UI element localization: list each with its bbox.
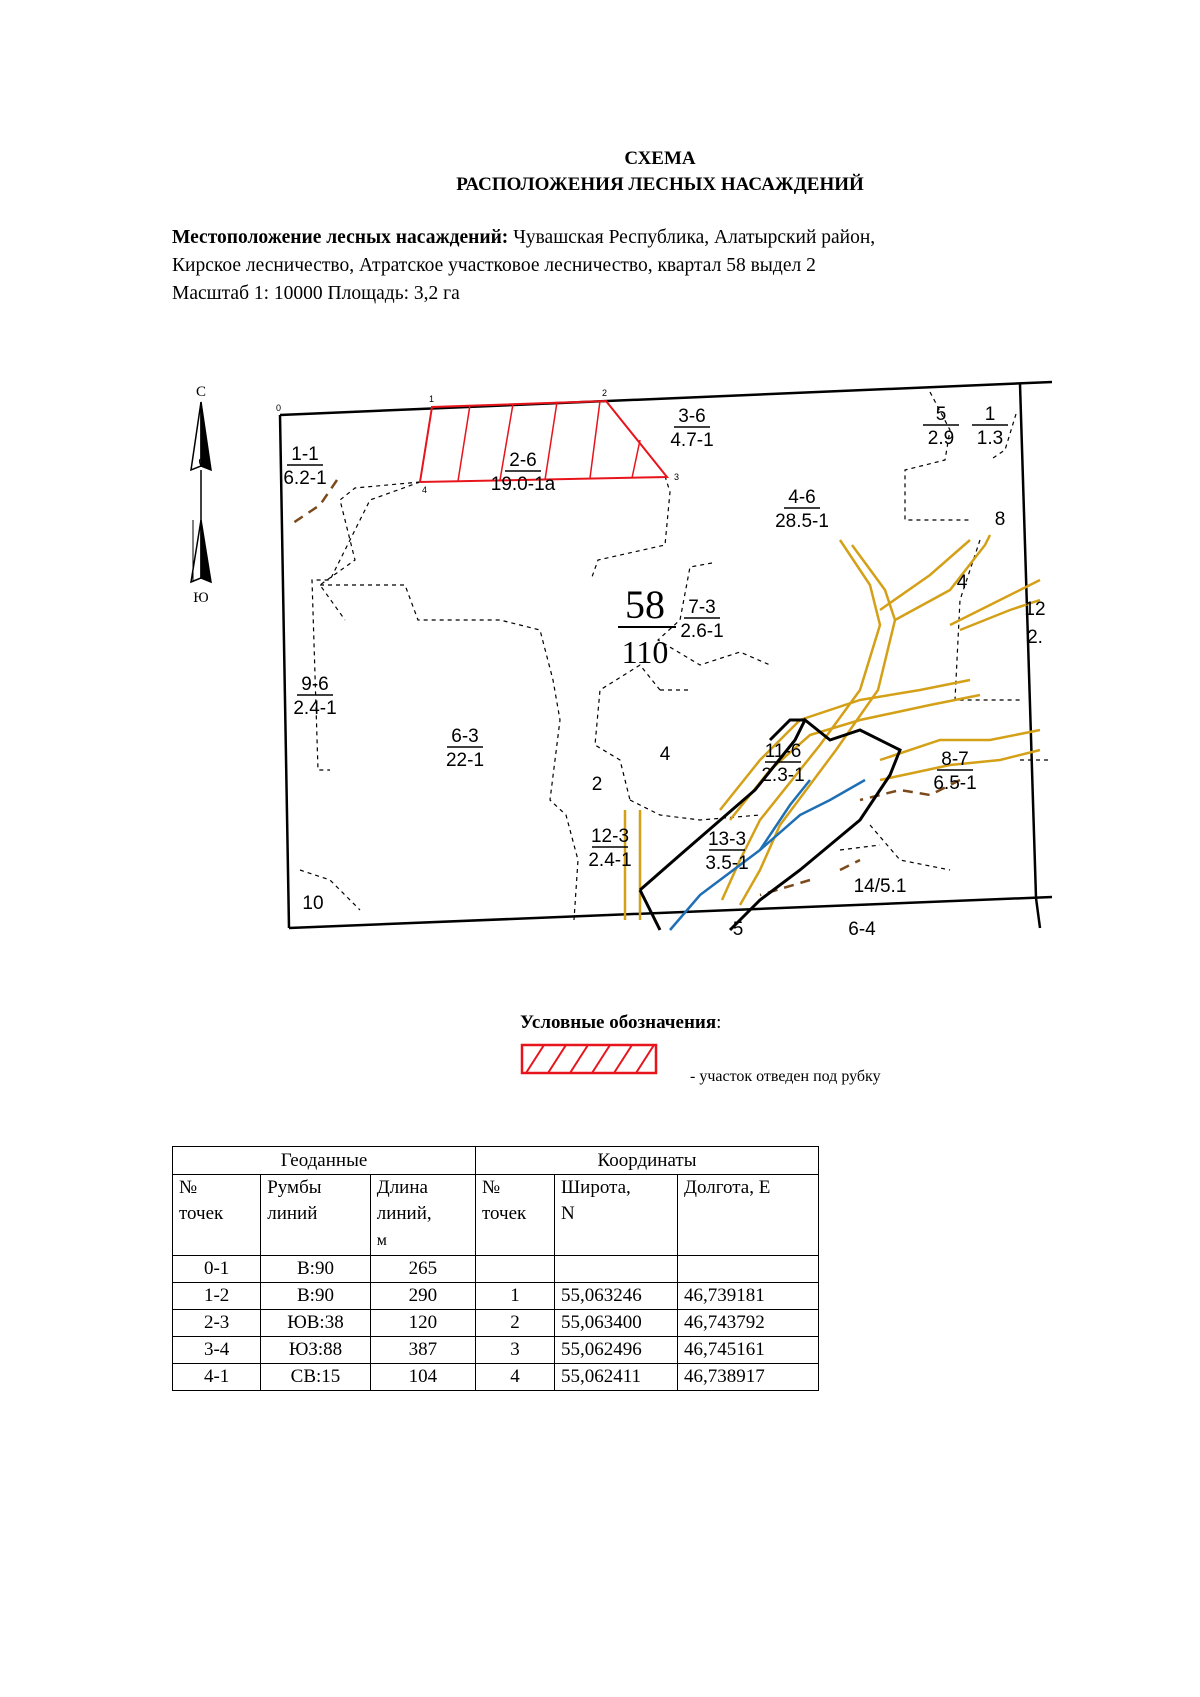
location-label: Местоположение лесных насаждений:: [172, 227, 509, 248]
map-label: 6-4: [848, 919, 876, 940]
table-row: [173, 1283, 819, 1310]
cell-length: 120: [370, 1310, 475, 1337]
map-border-left: [280, 415, 289, 928]
compartment-area: 1.3: [976, 428, 1004, 449]
point-0-label: 0: [276, 403, 282, 413]
col-length-header: Длина линий, м: [370, 1175, 475, 1256]
scale-area-line: Масштаб 1: 10000 Площадь: 3,2 га: [172, 283, 460, 304]
compartment-number: 1-1: [291, 444, 319, 465]
compartment-label-8-7: [933, 749, 976, 794]
location-line-2: Кирское лесничество, Атратское участковое лесничество, квартал 58 выдел 2: [172, 255, 816, 276]
cell-rumb: ЮЗ:88: [261, 1337, 371, 1364]
col-rumb-header: Румбы линий: [261, 1175, 371, 1256]
table-row: [173, 1364, 819, 1391]
schema-title: СХЕМА: [624, 148, 696, 169]
col-lon-header: Долгота, Е: [678, 1175, 819, 1256]
map-label: 2.: [1027, 627, 1043, 648]
map-label: 2: [591, 774, 603, 795]
cell-pt: 2: [476, 1310, 555, 1337]
compartment-number: 9-6: [301, 674, 329, 695]
compartment-number: 13-3: [707, 829, 747, 850]
compartment-label-13-3: [705, 829, 748, 874]
cell-rumb: ЮВ:38: [261, 1310, 371, 1337]
point-3-label: 3: [674, 472, 680, 482]
cell-lat: 55,062411: [555, 1364, 678, 1391]
cell-lon: 46,739181: [678, 1283, 819, 1310]
compartment-area: 2.4-1: [293, 698, 337, 719]
cell-pt: 4: [476, 1364, 555, 1391]
cell-lat: 55,063246: [555, 1283, 678, 1310]
cell-pt: 3: [476, 1337, 555, 1364]
map-label: 4: [956, 572, 968, 593]
compartment-number: 3-6: [678, 406, 706, 427]
cell-length: 387: [370, 1337, 475, 1364]
quarter-area: 110: [621, 634, 669, 670]
point-4-label: 4: [422, 485, 428, 495]
cell-lat: 55,062496: [555, 1337, 678, 1364]
map-border-bottom: [289, 897, 1052, 928]
compartment-label-9-6: [293, 674, 336, 719]
compartment-area: 22-1: [445, 750, 485, 771]
map-label: 4: [659, 744, 671, 765]
compartment-area: 4.7-1: [670, 430, 714, 451]
compartment-area: 2.3-1: [761, 765, 805, 786]
cell-rumb: В:90: [261, 1256, 371, 1283]
compartment-area: 19.0-1а: [490, 474, 556, 495]
coordinates-group-header: Координаты: [476, 1147, 819, 1175]
compartment-area: 2.4-1: [588, 850, 632, 871]
compass-north-label: С: [195, 384, 207, 400]
point-2-label: 2: [602, 388, 608, 398]
compartment-number: 7-3: [688, 597, 716, 618]
table-row: [173, 1310, 819, 1337]
compartment-number: 6-3: [451, 726, 479, 747]
compartment-number: 8-7: [941, 749, 969, 770]
map-label: 8: [994, 509, 1006, 530]
cell-pt: 1: [476, 1283, 555, 1310]
point-1-label: 1: [429, 394, 435, 404]
compartment-label-1b: [972, 404, 1008, 449]
compartment-number: 12-3: [590, 826, 630, 847]
col-point-header: № точек: [173, 1175, 261, 1256]
cell-lat: 55,063400: [555, 1310, 678, 1337]
map-label: 14/5.1: [853, 876, 907, 897]
cell-pt: [476, 1256, 555, 1283]
compass: [191, 384, 211, 606]
cell-length: 104: [370, 1364, 475, 1391]
cell-lon: [678, 1256, 819, 1283]
compartment-label-11-6: [761, 741, 804, 786]
compartment-area: 28.5-1: [775, 511, 829, 532]
compartment-area: 2.9: [927, 428, 955, 449]
cell-rumb: СВ:15: [261, 1364, 371, 1391]
hatch-line: [632, 440, 640, 478]
geodata-table: [172, 1146, 819, 1391]
compartment-label-4-6: [775, 487, 829, 532]
cell-lon: 46,743792: [678, 1310, 819, 1337]
cell-lat: [555, 1256, 678, 1283]
compartment-area: 3.5-1: [705, 853, 749, 874]
map-label: 10: [302, 893, 324, 914]
legend-item-text: - участок отведен под рубку: [690, 1068, 881, 1085]
legend-title: Условные обозначения:: [520, 1012, 722, 1033]
quarter-number: 58: [625, 582, 665, 627]
compartment-area: 6.5-1: [933, 773, 977, 794]
cell-line: 3-4: [173, 1337, 261, 1364]
compartment-number: 1: [984, 404, 996, 425]
compartment-label-6-3: [446, 726, 484, 771]
map-label: 5: [732, 919, 744, 940]
cell-line: 1-2: [173, 1283, 261, 1310]
hatch-line: [545, 402, 557, 480]
hatch-line: [590, 401, 600, 478]
compartment-area: 2.6-1: [680, 621, 724, 642]
compartment-number: 5: [935, 404, 947, 425]
compartment-label-3-6: [670, 406, 713, 451]
cell-line: 0-1: [173, 1256, 261, 1283]
compartment-label-7-3: [680, 597, 723, 642]
allotted-plot: [420, 401, 667, 482]
geodata-group-header: Геоданные: [173, 1147, 476, 1175]
schema-subtitle: РАСПОЛОЖЕНИЯ ЛЕСНЫХ НАСАЖДЕНИЙ: [456, 174, 864, 195]
table-row: [173, 1337, 819, 1364]
cell-rumb: В:90: [261, 1283, 371, 1310]
cell-line: 2-3: [173, 1310, 261, 1337]
cell-length: 265: [370, 1256, 475, 1283]
compartment-number: 2-6: [509, 450, 537, 471]
cell-lon: 46,738917: [678, 1364, 819, 1391]
table-row: [173, 1256, 819, 1283]
hatch-line: [458, 405, 470, 481]
single-labels: [302, 509, 1045, 940]
ravine-lines: [625, 535, 1040, 920]
compartment-number: 11-6: [764, 741, 802, 762]
location-text-1: Чувашская Республика, Алатырский район,: [508, 227, 876, 248]
map-label: 12: [1024, 599, 1046, 620]
compartment-label-5: [923, 404, 959, 449]
compartment-area: 6.2-1: [283, 468, 327, 489]
col-point2-header: № точек: [476, 1175, 555, 1256]
col-lat-header: Широта, N: [555, 1175, 678, 1256]
compartment-number: 4-6: [788, 487, 816, 508]
legend-swatch: [520, 1043, 660, 1077]
cell-line: 4-1: [173, 1364, 261, 1391]
compartment-label-1-1: [283, 444, 326, 489]
cell-lon: 46,745161: [678, 1337, 819, 1364]
cell-length: 290: [370, 1283, 475, 1310]
compass-south-label: Ю: [193, 590, 209, 606]
